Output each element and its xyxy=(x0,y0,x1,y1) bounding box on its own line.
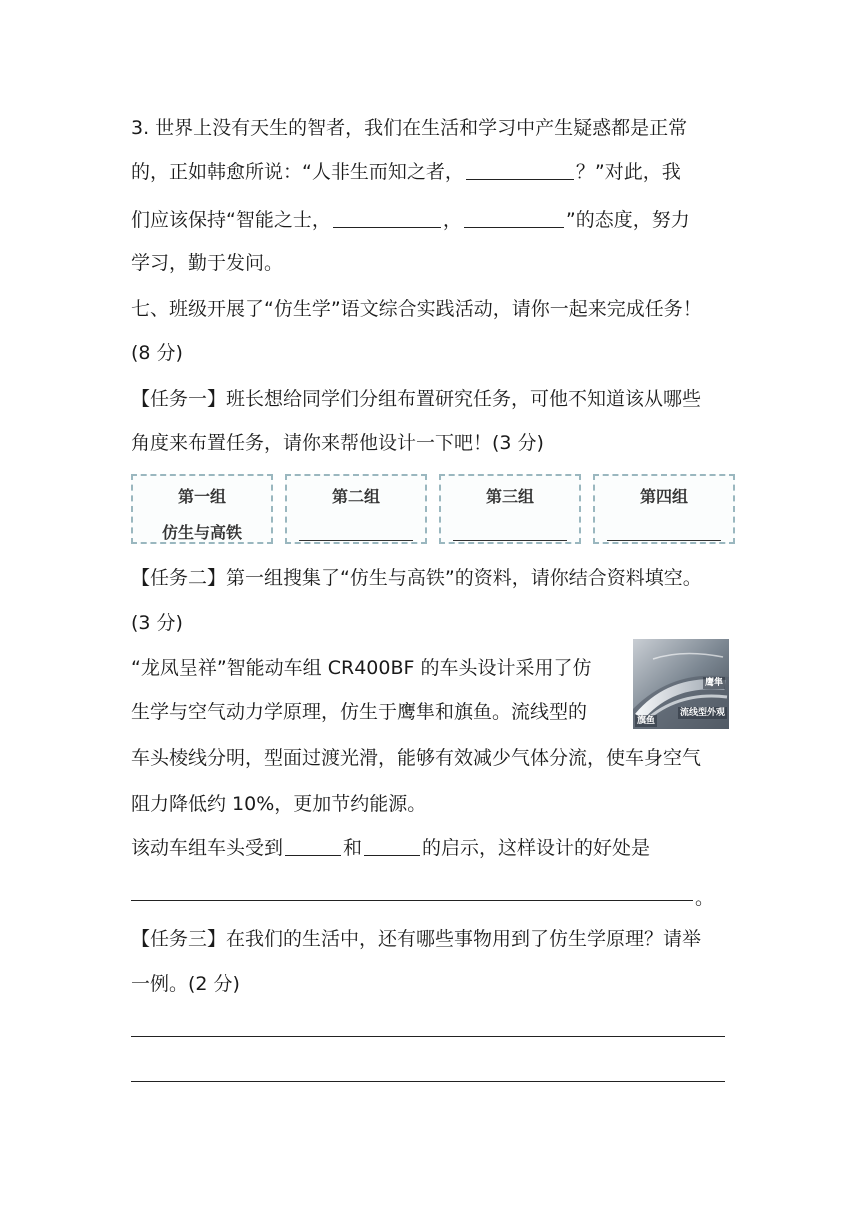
hawk-label: 鹰隼 xyxy=(704,678,723,688)
task2-score: (3 分) xyxy=(131,612,183,634)
section7-heading: 七、班级开展了“仿生学”语文综合实践活动，请你一起来完成任务！ xyxy=(131,298,702,320)
task3-line-1: 【任务三】在我们的生活中，还有哪些事物用到了仿生学原理？请举 xyxy=(131,928,702,950)
benefit-period: 。 xyxy=(695,887,715,909)
group-2-box xyxy=(285,474,427,544)
group-topic-blank[interactable] xyxy=(453,540,567,541)
group-boxes xyxy=(131,474,735,548)
group-title: 第三组 xyxy=(485,487,534,506)
quote-answer-blank-3[interactable] xyxy=(464,207,564,228)
group-topic-blank[interactable] xyxy=(299,540,413,541)
q3-line-2: 的，正如韩愈所说：“人非生而知之者， ？”对此，我 xyxy=(131,161,681,183)
sailfish-label: 旗鱼 xyxy=(637,716,656,726)
section7-score: (8 分) xyxy=(131,342,183,364)
q3-line-3: 们应该保持“智能之士， ， ”的态度，努力 xyxy=(131,209,690,231)
task3-answer-line-1[interactable] xyxy=(131,1036,725,1037)
quote-answer-blank[interactable] xyxy=(466,159,574,180)
benefit-answer-line[interactable] xyxy=(131,900,693,901)
task2-line-1: 【任务二】第一组搜集了“仿生与高铁”的资料，请你结合资料填空。 xyxy=(131,567,702,589)
inspiration-blank-2[interactable] xyxy=(364,835,420,856)
group-title: 第四组 xyxy=(639,487,688,506)
task2-para-1: “龙凤呈祥”智能动车组 CR400BF 的车头设计采用了仿 xyxy=(131,657,592,679)
group-1-box xyxy=(131,474,273,544)
group-title: 第一组 xyxy=(177,487,226,506)
group-topic-blank[interactable] xyxy=(607,540,721,541)
task2-fill-line: 该动车组车头受到 和 的启示，这样设计的好处是 xyxy=(131,837,651,859)
inspiration-blank-1[interactable] xyxy=(285,835,341,856)
streamline-label: 流线型外观 xyxy=(679,708,725,718)
group-topic: 仿生与高铁 xyxy=(161,523,242,542)
group-title: 第二组 xyxy=(331,487,380,506)
group-3-box xyxy=(439,474,581,544)
group-4-box xyxy=(593,474,735,544)
q3-line-4: 学习，勤于发问。 xyxy=(131,252,284,274)
task2-para-3: 车头棱线分明，型面过渡光滑，能够有效减少气体分流，使车身空气 xyxy=(131,747,702,769)
task1-line-2: 角度来布置任务，请你来帮他设计一下吧！(3 分) xyxy=(131,432,544,454)
task1-line-1: 【任务一】班长想给同学们分组布置研究任务，可他不知道该从哪些 xyxy=(131,388,702,410)
task2-para-2: 生学与空气动力学原理，仿生于鹰隼和旗鱼。流线型的 xyxy=(131,701,588,723)
train-nose-image xyxy=(633,639,729,729)
task3-line-2: 一例。(2 分) xyxy=(131,973,240,995)
task3-answer-line-2[interactable] xyxy=(131,1081,725,1082)
q3-line-1: 3. 世界上没有天生的智者，我们在生活和学习中产生疑惑都是正常 xyxy=(131,117,688,139)
task2-para-4: 阻力降低约 10%，更加节约能源。 xyxy=(131,793,427,815)
quote-answer-blank-2[interactable] xyxy=(333,207,441,228)
